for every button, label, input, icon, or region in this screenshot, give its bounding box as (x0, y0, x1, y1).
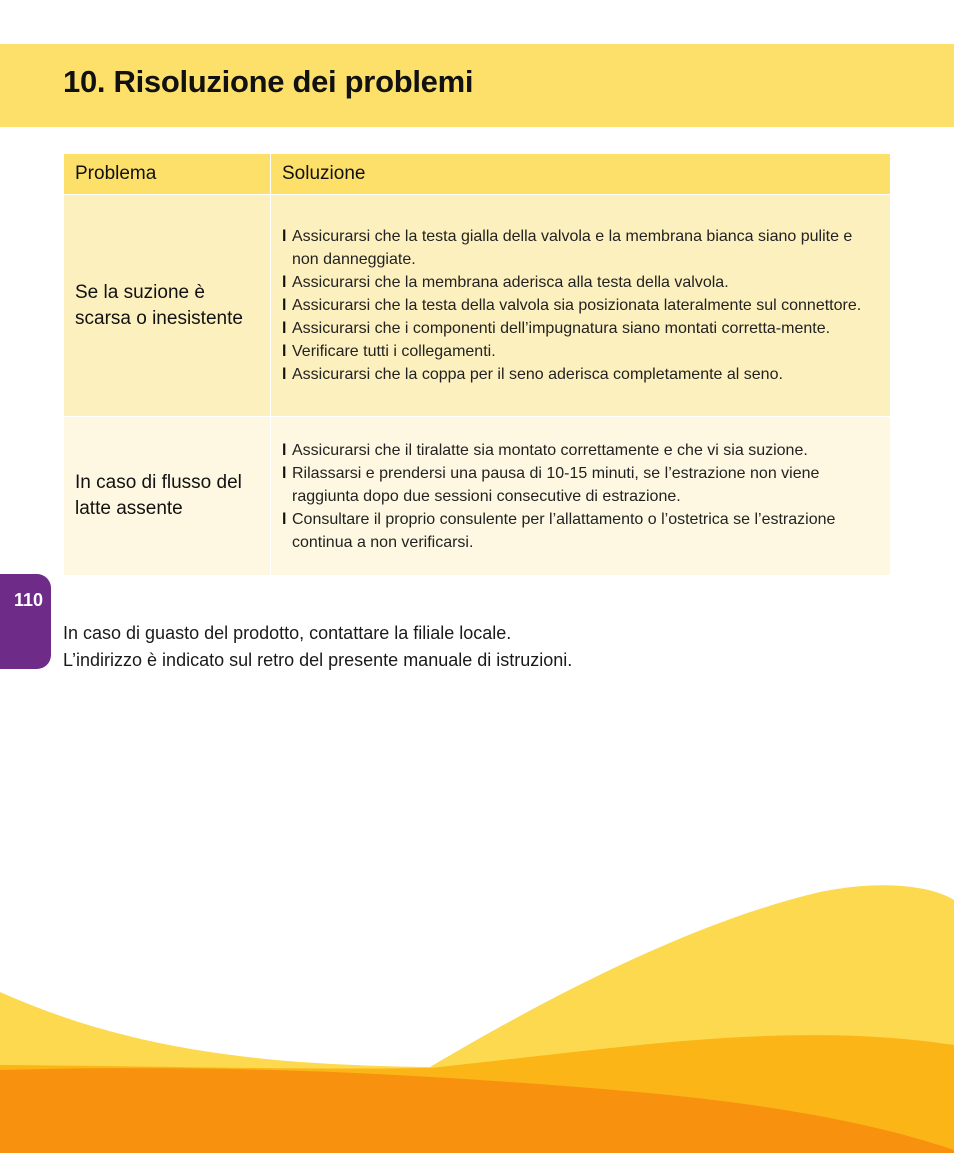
solution-item (282, 462, 878, 508)
problem-cell: Se la suzione è scarsa o inesistente (64, 195, 271, 417)
bullet-marker: l (282, 441, 287, 459)
solution-text: Assicurarsi che la testa della valvola sia posizionata lateralmente sul connettore. (292, 297, 862, 314)
solution-text: Assicurarsi che la coppa per il seno aderisca completamente al seno. (292, 366, 783, 383)
header-solution: Soluzione (271, 154, 891, 195)
footer-line-2: L’indirizzo è indicato sul retro del presente manuale di istruzioni. (63, 650, 573, 670)
bullet-marker: l (282, 464, 287, 482)
solution-cell (271, 195, 891, 417)
solution-text: Assicurarsi che il tiralatte sia montato correttamente e che vi sia suzione. (292, 441, 808, 459)
bullet-marker: l (282, 228, 287, 245)
solution-cell (271, 417, 891, 576)
solution-item (282, 225, 878, 271)
solution-text: Consultare il proprio consulente per l’allattamento o l’ostetrica se l’estrazione continua a non verificarsi. (292, 510, 836, 551)
solution-list (282, 439, 878, 554)
problem-cell: In caso di flusso del latte assente (64, 417, 271, 576)
solution-item (282, 363, 878, 386)
page-title: 10. Risoluzione dei problemi (63, 64, 474, 99)
page-number: 110 (14, 590, 44, 610)
solution-item (282, 340, 878, 363)
solution-item (282, 271, 878, 294)
solution-item (282, 294, 878, 317)
table-header-row (64, 154, 891, 195)
solution-text: Assicurarsi che la membrana aderisca alla testa della valvola. (292, 274, 729, 291)
bullet-marker: l (282, 297, 287, 314)
bullet-marker: l (282, 343, 287, 360)
footer-note (63, 620, 572, 674)
bullet-marker: l (282, 510, 287, 528)
header-problem: Problema (64, 154, 271, 195)
solution-item (282, 508, 878, 554)
solution-text: Rilassarsi e prendersi una pausa di 10-15 minuti, se l’estrazione non viene raggiunta dopo due sessioni consecutive di estrazione. (292, 464, 820, 505)
table-row (64, 417, 891, 576)
solution-text: Assicurarsi che i componenti dell’impugnatura siano montati corretta-mente. (292, 320, 831, 337)
bullet-marker: l (282, 320, 287, 337)
solution-list (282, 225, 878, 386)
solution-text: Assicurarsi che la testa gialla della valvola e la membrana bianca siano pulite e non danneggiate. (292, 228, 853, 268)
troubleshooting-table (63, 153, 891, 576)
decorative-waves (0, 880, 954, 1153)
solution-item (282, 317, 878, 340)
solution-item (282, 439, 878, 462)
solution-text: Verificare tutti i collegamenti. (292, 343, 496, 360)
bullet-marker: l (282, 274, 287, 291)
footer-line-1: In caso di guasto del prodotto, contattare la filiale locale. (63, 623, 512, 643)
table-row (64, 195, 891, 417)
bullet-marker: l (282, 366, 287, 383)
page-number-tab (0, 574, 51, 669)
